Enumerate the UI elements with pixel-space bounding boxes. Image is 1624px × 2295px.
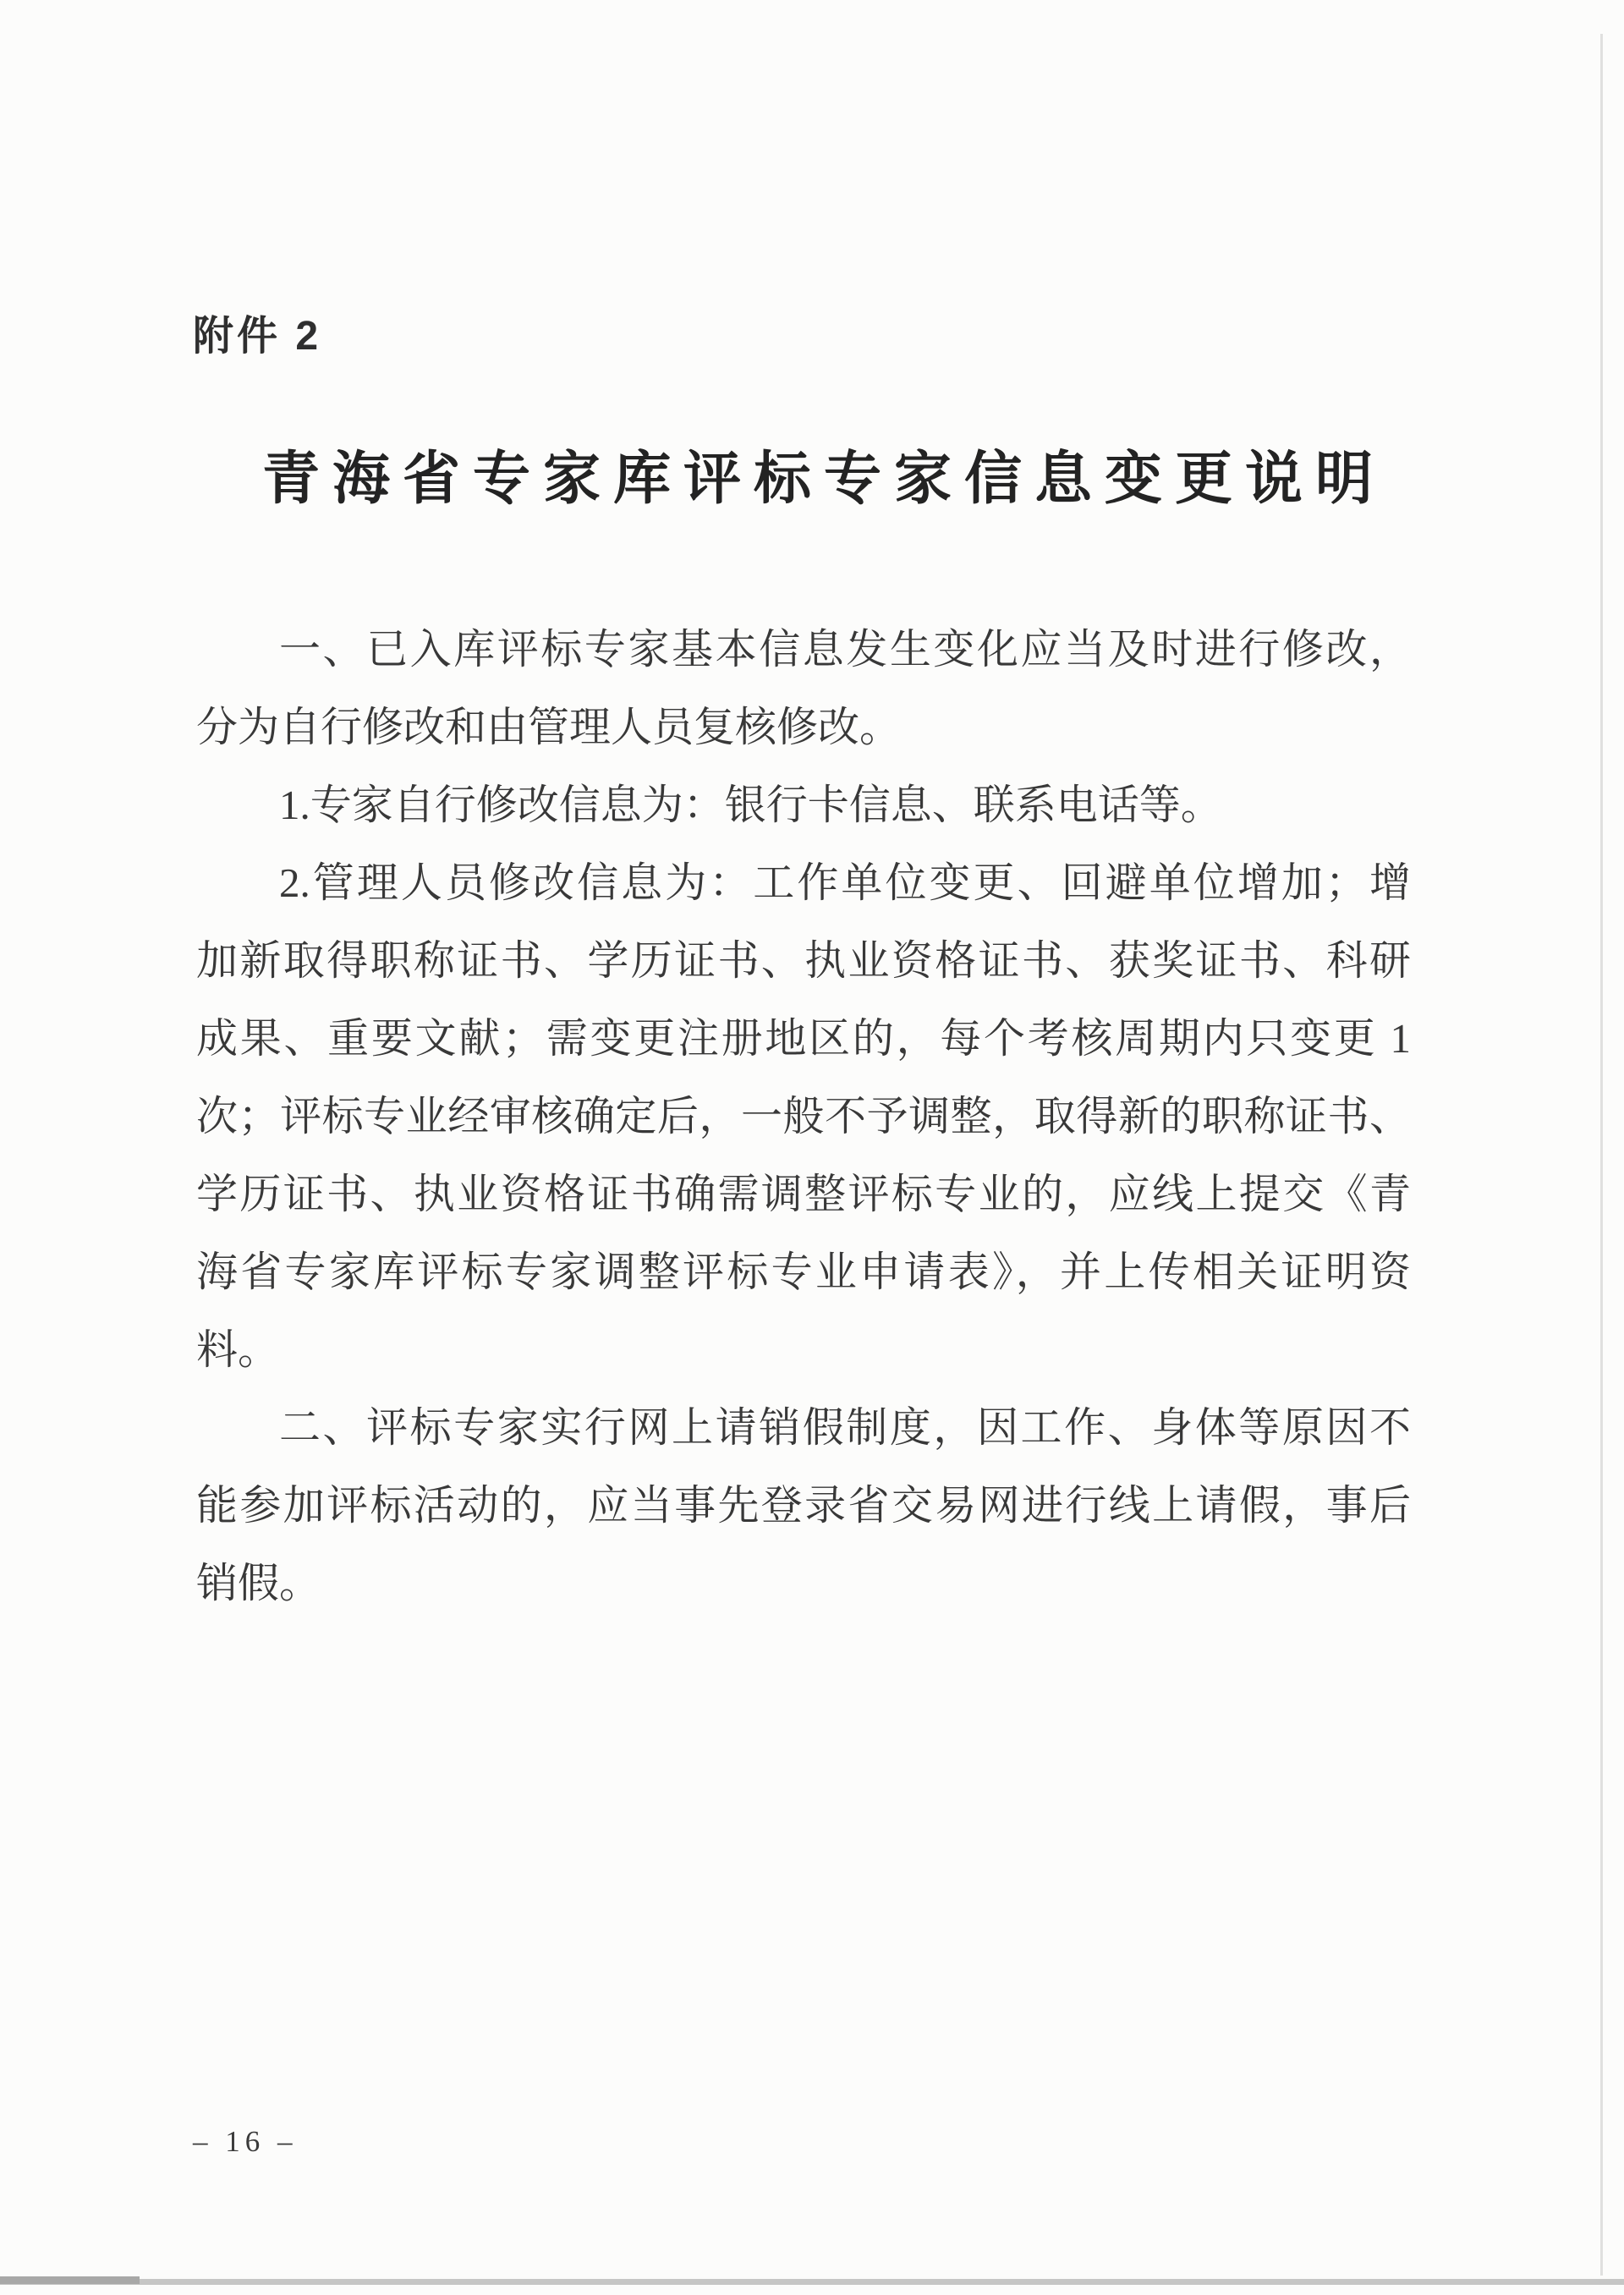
body-line: 海省专家库评标专家调整评标专业申请表》，并上传相关证明资	[196, 1249, 1411, 1295]
body-line: 次；评标专业经审核确定后，一般不予调整，取得新的职称证书、	[196, 1093, 1411, 1139]
page-number: – 16 –	[193, 2125, 298, 2158]
body-line: 销假。	[196, 1560, 321, 1606]
body-line: 能参加评标活动的，应当事先登录省交易网进行线上请假，事后	[196, 1482, 1411, 1529]
scan-edge-vertical-line	[1600, 34, 1603, 2276]
body-line: 料。	[196, 1326, 280, 1373]
attachment-label: 附件 2	[193, 314, 322, 359]
document-body	[196, 611, 1411, 1622]
scan-edge-bottom-left-segment	[0, 2276, 140, 2284]
scan-edge-bottom-line	[0, 2279, 1624, 2285]
body-line: 成果、重要文献；需变更注册地区的，每个考核周期内只变更 1	[196, 1015, 1411, 1062]
document-title: 青海省专家库评标专家信息变更说明	[261, 447, 1385, 511]
body-line: 分为自行修改和由管理人员复核修改。	[196, 704, 902, 750]
body-line: 学历证书、执业资格证书确需调整评标专业的，应线上提交《青	[196, 1171, 1411, 1217]
body-line: 1.专家自行修改信息为：银行卡信息、联系电话等。	[279, 782, 1222, 828]
body-line: 二、评标专家实行网上请销假制度，因工作、身体等原因不	[279, 1404, 1411, 1451]
body-line: 2.管理人员修改信息为：工作单位变更、回避单位增加；增	[279, 859, 1411, 906]
body-line: 加新取得职称证书、学历证书、执业资格证书、获奖证书、科研	[196, 937, 1411, 984]
body-line: 一、已入库评标专家基本信息发生变化应当及时进行修改，	[279, 626, 1411, 673]
